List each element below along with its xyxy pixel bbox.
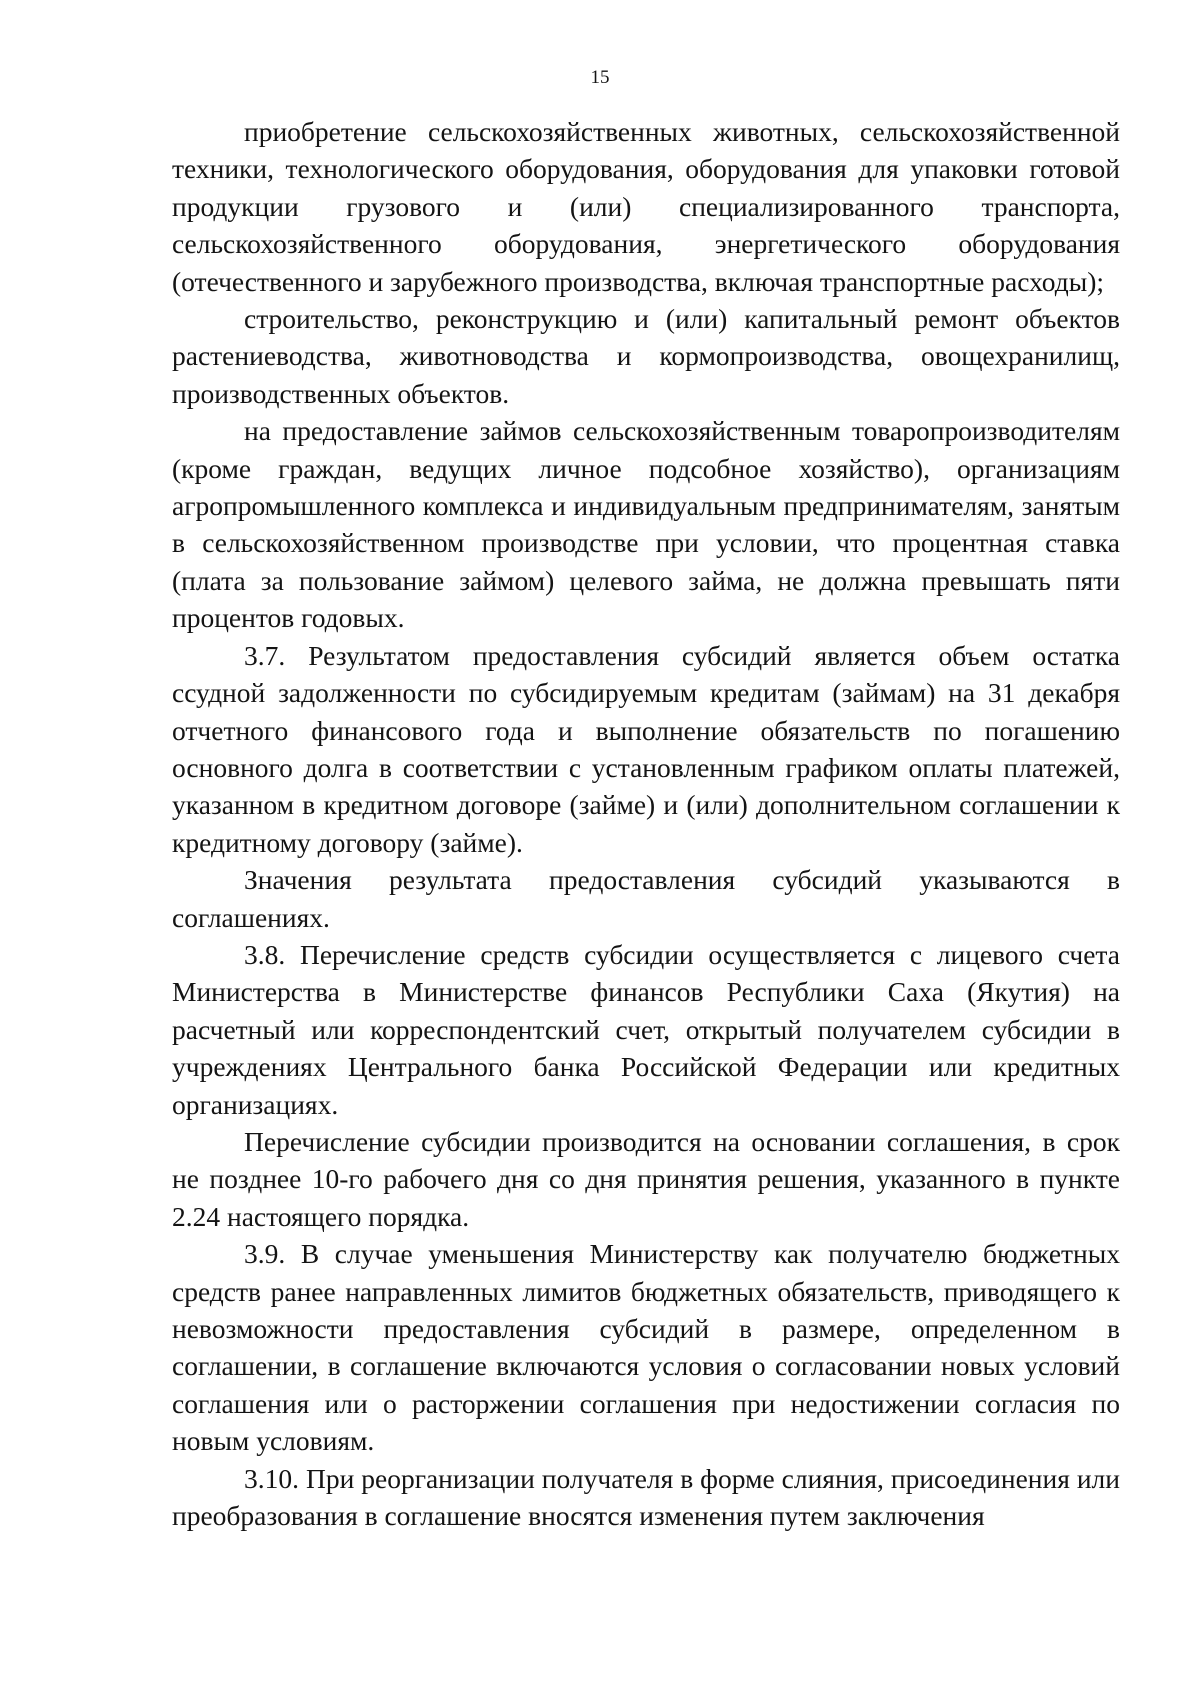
paragraph-3-8-transfer: 3.8. Перечисление средств субсидии осуществляется с лицевого счета Министерства в Министерстве финансов Республики Саха (Якутия) на расчетный или корреспондентский счет, открытый получателем субсидии в учреждениях Центрального банка Российской Федерации или кредитных организациях. <box>172 938 1120 1120</box>
document-body <box>172 113 1120 1534</box>
page-number: 15 <box>590 67 610 88</box>
paragraph-loans: на предоставление займов сельскохозяйственным товаропроизводителям (кроме граждан, ведущих личное подсобное хозяйство), организациям агропромышленного комплекса и индивидуальным предпринимателям, занятым в сельскохозяйственном производстве при условии, что процентная ставка (плата за пользование займом) целевого займа, не должна превышать пяти процентов годовых. <box>172 415 1120 634</box>
paragraph-3-10-reorganization: 3.10. При реорганизации получателя в форме слияния, присоединения или преобразования в соглашение вносятся изменения путем заключения <box>172 1462 1120 1532</box>
paragraph-3-9-limits: 3.9. В случае уменьшения Министерству как получателю бюджетных средств ранее направленных лимитов бюджетных обязательств, приводящего к невозможности предоставления субсидий в размере, определенном в соглашении, в соглашение включаются условия о согласовании новых условий соглашения или о расторжении соглашения при недостижении согласия по новым условиям. <box>172 1238 1120 1457</box>
paragraph-result-values: Значения результата предоставления субсидий указываются в соглашениях. <box>172 864 1120 933</box>
paragraph-transfer-deadline: Перечисление субсидии производится на основании соглашения, в срок не позднее 10-го рабочего дня со дня принятия решения, указанного в пункте 2.24 настоящего порядка. <box>172 1125 1120 1232</box>
paragraph-3-7-result: 3.7. Результатом предоставления субсидий является объем остатка ссудной задолженности по субсидируемым кредитам (займам) на 31 декабря отчетного финансового года и выполнение обязательств по погашению основного долга в соответствии с установленным графиком оплаты платежей, указанном в кредитном договоре (займе) и (или) дополнительном соглашении к кредитному договору (займе). <box>172 639 1120 858</box>
paragraph-construction: строительство, реконструкцию и (или) капитальный ремонт объектов растениеводства, животноводства и кормопроизводства, овощехранилищ, производственных объектов. <box>172 303 1120 409</box>
paragraph-equipment-purchase: приобретение сельскохозяйственных животных, сельскохозяйственной техники, технологического оборудования, оборудования для упаковки готовой продукции грузового и (или) специализированного транспорта, сельскохозяйственного оборудования, энергетического оборудования (отечественного и зарубежного производства, включая транспортные расходы); <box>172 116 1120 297</box>
